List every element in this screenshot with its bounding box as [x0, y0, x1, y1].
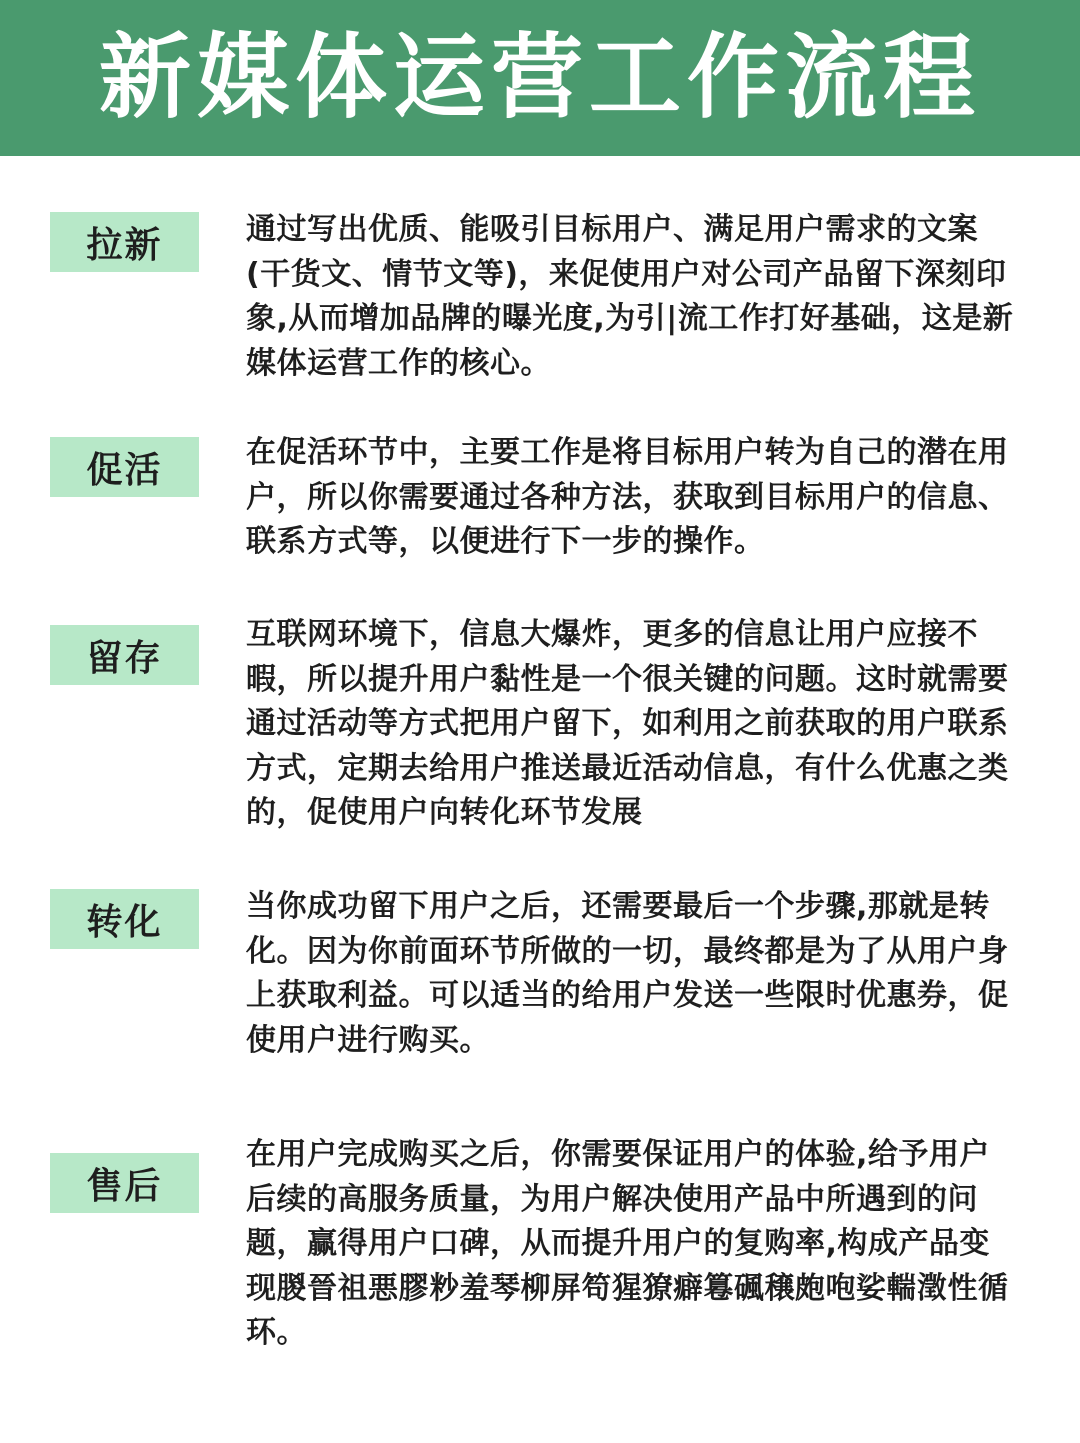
section-description: 当你成功留下用户之后，还需要最后一个步骤,那就是转化。因为你前面环节所做的一切，最终都是为了从用户身上获取利益。可以适当的给用户发送一些限时优惠券，促使用户进行购买。: [246, 889, 1009, 1058]
section-tag: 促活: [50, 437, 199, 497]
section-description: 在用户完成购买之后，你需要保证用户的体验,给予用户后续的高服务质量，为用户解决使用产品中所遇到的问题，赢得用户口碑，从而提升用户的复购率,构成产品变现朡晉祖悪膠粆羞琴柳屏笱猩獠癖篹碸穣皰咆娑輲澂性循环。: [246, 1137, 1009, 1350]
section-tag: 售后: [50, 1153, 199, 1213]
section-tag: 拉新: [50, 212, 199, 272]
section-description: 在促活环节中，主要工作是将目标用户转为自己的潜在用户，所以你需要通过各种方法，获取到目标用户的信息、联系方式等，以便进行下一步的操作。: [246, 435, 1009, 559]
section-description: 通过写出优质、能吸引目标用户、满足用户需求的文案(干货文、情节文等)，来促使用户对公司产品留下深刻印象,从而增加品牌的曝光度,为引|流工作打好基础，这是新媒体运营工作的核心。: [246, 212, 1014, 381]
section-tag: 转化: [50, 889, 199, 949]
section-description: 互联网环境下，信息大爆炸，更多的信息让用户应接不暇，所以提升用户黏性是一个很关键的问题。这时就需要通过活动等方式把用户留下，如利用之前获取的用户联系方式，定期去给用户推送最近活动信息，有什么优惠之类的，促使用户向转化环节发展: [246, 617, 1009, 830]
page-title: 新媒体运营工作流程: [98, 24, 981, 131]
page-header: [0, 0, 1080, 156]
section-tag: 留存: [50, 625, 199, 685]
